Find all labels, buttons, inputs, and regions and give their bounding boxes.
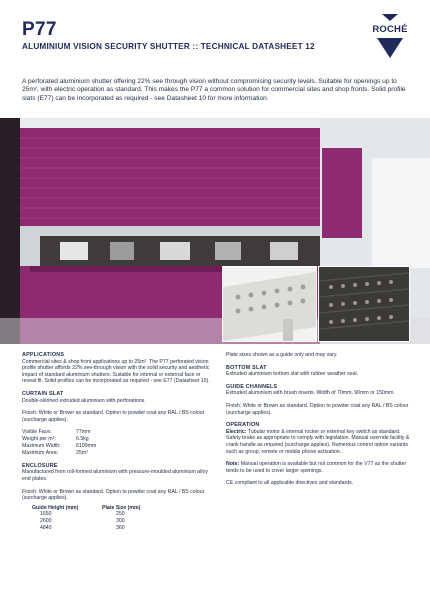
roche-logo	[367, 14, 413, 58]
operation-text	[226, 429, 416, 455]
guide-channels-finish: Finish: White or Brown as standard. Option to powder coat any RAL / BS colour (surcharge applies).	[226, 402, 409, 416]
note-lead: Note:	[226, 461, 240, 468]
spec-label: Weight per m²:	[22, 436, 56, 443]
enclosure-heading: ENCLOSURE	[22, 462, 58, 469]
specs-table	[22, 429, 214, 457]
guide-channels-heading: GUIDE CHANNELS	[226, 383, 278, 390]
document-header	[22, 20, 322, 51]
plate-size-cell: 300	[116, 518, 125, 525]
bottom-slat-heading: BOTTOM SLAT	[226, 364, 267, 371]
plate-size-note: Plate sizes shown as a guide only and may vary.	[226, 352, 338, 358]
guide-channels-text: Extruded aluminium with brush inserts. Width of 70mm, 90mm or 150mm.	[226, 390, 395, 397]
spec-label: Visible Face:	[22, 429, 52, 436]
right-column	[226, 352, 416, 493]
curtain-slat-finish: Finish: White or Brown as standard. Option to powder coat any RAL / BS colour (surcharge applies).	[22, 410, 205, 423]
left-column	[22, 352, 214, 531]
enclosure-finish: Finish: White or Brown as standard. Option to powder coat any RAL / BS colour (surcharge applies).	[22, 488, 205, 502]
enclosure-text: Manufactured from roll-formed aluminium with pressure-moulded aluminium alloy end plates.	[22, 469, 208, 483]
logo-wordmark: ROCHÉ	[372, 24, 408, 35]
plate-size-table	[32, 505, 214, 531]
curtain-slat-heading: CURTAIN SLAT	[22, 390, 64, 397]
ce-compliance-text: CE compliant to all applicable directives and standards.	[226, 480, 354, 487]
spec-label: Maximum Area:	[22, 450, 59, 457]
white-slat-closeup-image	[222, 266, 317, 342]
guide-height-cell: 2600	[40, 518, 52, 525]
spec-label: Maximum Width:	[22, 443, 61, 450]
operation-body: Tubular motor & internal rocker or external key switch as standard. Safety brake as appropriate to comply with legislation. Manual override facility & crank handle as required (surcharge applies). Numerous control option variants such as group, remote or mobile phone activation.	[226, 428, 410, 455]
guide-height-cell: 1650	[40, 511, 52, 518]
plate-size-cell: 250	[116, 511, 125, 518]
guide-height-cell: 4840	[40, 524, 52, 531]
brown-slat-closeup-image	[318, 266, 410, 342]
spec-value: 25m²	[76, 450, 88, 457]
curtain-slat-text: Double-skinned extruded aluminium with perforations.	[22, 397, 146, 404]
spec-value: 6100mm	[76, 443, 97, 450]
intro-paragraph: A perforated aluminium shutter offering 22% see through vision without compromising security levels. Suitable for openings up to 25m², with electric operation as standard. This makes the P77 a common solution for commercial sites and shop fronts. Solid profile slats (E77) can be incorporated as required - see Datasheet 10 for more information.	[22, 78, 406, 102]
logo-mark-icon	[367, 14, 413, 58]
table-header: Plate Size (mm)	[102, 504, 141, 511]
operation-heading: OPERATION	[226, 422, 260, 429]
document-title: P77	[22, 19, 57, 40]
applications-text: Commercial sites & shop front applications up to 25m². The P77 perforated vision profile shutter affords 22% see-through vision with the solid security and aesthetic impact of standard aluminium shutters. Suitable for internal or external face or reveal fit. Solid profiles can be incorporated as required - see E77 (Datasheet 10).	[22, 358, 210, 385]
document-subtitle: ALUMINIUM VISION SECURITY SHUTTER :: TECHNICAL DATASHEET 12	[22, 42, 315, 51]
bottom-slat-text: Extruded aluminium bottom slat with rubber weather seal.	[226, 371, 359, 378]
spec-value: 77mm	[76, 429, 91, 436]
note-body: Manual operation is available but not common for the V77 as the shutter tends to be used to cover larger openings.	[226, 461, 407, 474]
table-header: Guide Height (mm)	[32, 504, 79, 511]
operation-lead: Electric:	[226, 428, 247, 435]
plate-size-cell: 360	[116, 524, 125, 531]
spec-value: 6.5kg	[76, 436, 89, 443]
applications-heading: APPLICATIONS	[22, 352, 65, 358]
note-text	[226, 461, 416, 474]
